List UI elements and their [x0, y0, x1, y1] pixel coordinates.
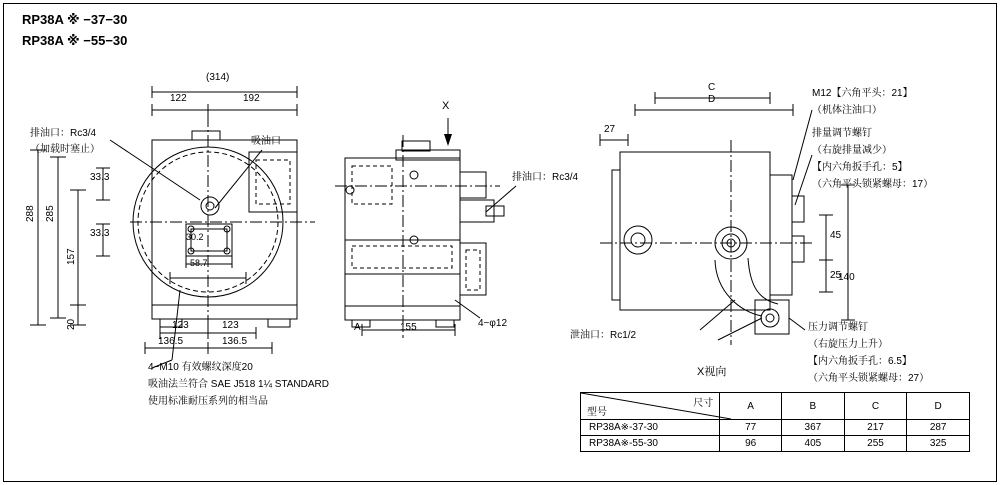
spec-table-corner-right: 尺寸: [693, 398, 714, 409]
label-flow-adj-line3: 【内六角扳手孔：5】: [812, 162, 908, 173]
spec-table-header-row: [581, 393, 970, 420]
spec-row-1-C: 255: [844, 436, 907, 452]
note-line-1: 4−M10 有效螺纹深度20: [148, 362, 253, 373]
dim-123-left: 123: [172, 320, 189, 331]
spec-col-B: B: [782, 393, 845, 420]
dim-155: 155: [400, 322, 417, 333]
label-suction-port: 吸油口: [251, 136, 281, 147]
dim-123-right: 123: [222, 320, 239, 331]
spec-row-1-B: 405: [782, 436, 845, 452]
spec-table-corner-left: 型号: [587, 407, 607, 418]
dim-122: 122: [170, 93, 187, 104]
spec-row-0-B: 367: [782, 420, 845, 436]
dim-288: 288: [25, 205, 36, 222]
dim-25: 25: [830, 270, 842, 281]
dim-45: 45: [830, 230, 842, 241]
dim-136-5-left: 136.5: [158, 336, 184, 347]
title-line-2: RP38A ※ −55−30: [22, 33, 128, 48]
label-drain-port-left-sub: （加载时塞止）: [30, 144, 100, 155]
label-flow-adj-line2: （右旋排量减少）: [812, 145, 892, 156]
spec-table: [580, 392, 970, 452]
dim-140: 140: [838, 272, 855, 283]
spec-row-1-model: RP38A※-55-30: [581, 436, 720, 452]
dim-33-3-top: 33.3: [90, 172, 110, 183]
dim-30-2: 30.2: [186, 232, 204, 242]
note-line-3: 使用标准耐压系列的相当品: [148, 396, 268, 407]
spec-row-1-D: 325: [907, 436, 970, 452]
label-x-view: X视向: [697, 366, 727, 378]
dim-20: 20: [66, 318, 77, 330]
label-press-adj-line3: 【内六角扳手孔：6.5】: [808, 356, 912, 367]
dim-27: 27: [604, 124, 616, 135]
label-drain-port-mid: 排油口：Rc3/4: [512, 172, 579, 183]
label-press-adj-line1: 压力调节螺钉: [808, 322, 868, 333]
note-line-2: 吸油法兰符合 SAE J518 1¼ STANDARD: [148, 379, 329, 390]
spec-col-A: A: [720, 393, 782, 420]
dim-192: 192: [243, 93, 260, 104]
spec-row-0-A: 77: [720, 420, 782, 436]
spec-row-0-D: 287: [907, 420, 970, 436]
label-press-adj-line2: （右旋压力上升）: [808, 339, 888, 350]
spec-row-0-model: RP38A※-37-30: [581, 420, 720, 436]
table-row: [581, 420, 970, 436]
spec-col-D: D: [907, 393, 970, 420]
label-m12-line2: （机体注油口）: [812, 105, 882, 116]
dim-C: C: [708, 82, 716, 93]
title-line-1: RP38A ※ −37−30: [22, 12, 128, 27]
spec-row-1-A: 96: [720, 436, 782, 452]
label-m12-line1: M12【六角平头：21】: [812, 88, 913, 99]
dim-33-3-bottom: 33.3: [90, 228, 110, 239]
dim-136-5-right: 136.5: [222, 336, 248, 347]
table-row: [581, 436, 970, 452]
label-press-adj-line4: （六角平头锁紧螺母：27）: [808, 373, 930, 384]
label-flow-adj-line1: 排量调节螺钉: [812, 128, 872, 139]
spec-row-0-C: 217: [844, 420, 907, 436]
dim-A: A: [354, 322, 361, 333]
spec-col-C: C: [844, 393, 907, 420]
label-hole-callout: 4−φ12: [478, 318, 508, 329]
dim-285: 285: [45, 205, 56, 222]
label-drain-port-left: 排油口：Rc3/4: [30, 128, 97, 139]
dim-58-7: 58.7: [190, 258, 208, 268]
label-flow-adj-line4: （六角平头锁紧螺母：17）: [812, 179, 934, 190]
dim-157: 157: [66, 248, 77, 265]
label-leak-port: 泄油口：Rc1/2: [570, 330, 637, 341]
x-view-mark: X: [442, 100, 450, 112]
dim-overall-314: (314): [206, 72, 230, 83]
spec-table-corner-cell: [581, 393, 720, 420]
dim-D: D: [708, 94, 716, 105]
